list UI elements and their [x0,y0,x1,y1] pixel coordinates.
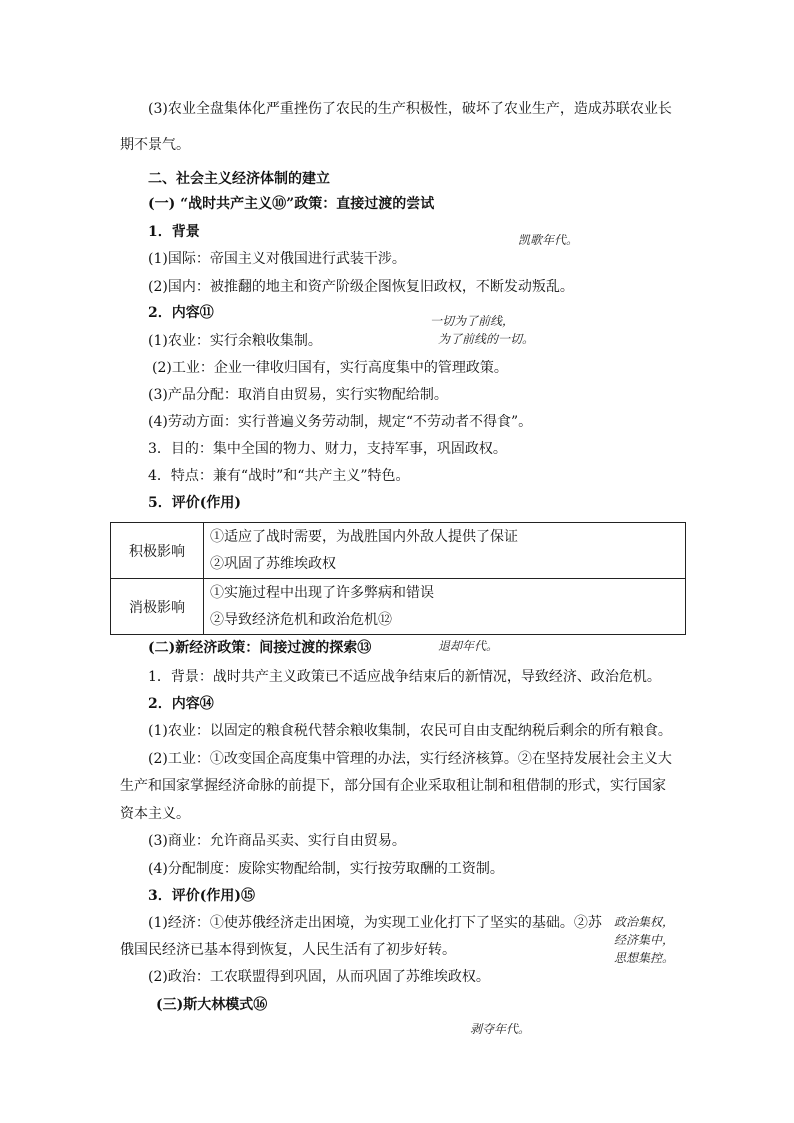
table-row-header: 积极影响 [111,523,204,579]
handwritten-note: 退却年代。 [438,639,499,653]
paragraph-line: (1)农业：实行余粮收集制。 [148,333,322,349]
paragraph-line: (4)分配制度：废除实物配给制，实行按劳取酬的工资制。 [148,861,504,877]
table-cell-line: ②导致经济危机和政治危机⑫ [210,611,392,628]
paragraph-line: (2)工业：企业一律收归国有，实行高度集中的管理政策。 [152,360,508,376]
table-row [111,579,686,635]
handwritten-note: 一切为了前线， [430,314,515,328]
paragraph-line: 俄国民经济已基本得到恢复，人民生活有了初步好转。 [120,942,456,958]
item-heading: 5．评价(作用) [148,495,241,511]
table-cell-line: ②巩固了苏维埃政权 [210,555,336,572]
handwritten-note: 经济集中， [614,933,675,947]
paragraph-line: (2)国内：被推翻的地主和资产阶级企图恢复旧政权，不断发动叛乱。 [148,279,574,295]
subsection-heading: (一) “战时共产主义⑩”政策：直接过渡的尝试 [148,196,435,212]
paragraph-line: (1)经济：①使苏俄经济走出困境，为实现工业化打下了坚实的基础。②苏 [148,915,602,931]
item-heading: 1．背景 [148,224,200,240]
paragraph-line: 期不景气。 [120,137,190,153]
handwritten-note: 凯歌年代。 [518,233,579,247]
paragraph-line: 4．特点：兼有“战时”和“共产主义”特色。 [148,468,410,484]
paragraph-line: (3)商业：允许商品买卖、实行自由贸易。 [148,833,406,849]
paragraph-line: (1)国际：帝国主义对俄国进行武装干涉。 [148,251,406,267]
subsection-heading: (二)新经济政策：间接过渡的探索⑬ [148,640,372,656]
handwritten-note: 政治集权， [614,915,675,929]
table-row [111,523,686,579]
paragraph-line: 生产和国家掌握经济命脉的前提下，部分国有企业采取租让制和租借制的形式，实行国家 [120,778,666,794]
paragraph-line: (3)产品分配：取消自由贸易，实行实物配给制。 [148,387,448,403]
table-cell [204,579,686,635]
handwritten-note: 为了前线的一切。 [438,332,535,346]
handwritten-note: 思想集控。 [614,951,675,965]
handwritten-note: 剥夺年代。 [470,1022,531,1036]
paragraph-line: 3．目的：集中全国的物力、财力，支持军事，巩固政权。 [148,441,507,457]
table-row-header: 消极影响 [111,579,204,635]
paragraph-line: (2)工业：①改变国企高度集中管理的办法，实行经济核算。②在坚持发展社会主义大 [148,751,672,767]
item-heading: 3．评价(作用)⑮ [148,888,255,904]
paragraph-line: 资本主义。 [120,806,190,822]
item-heading: 2．内容⑭ [148,696,214,712]
item-heading: 2．内容⑪ [148,305,214,321]
paragraph-line: (4)劳动方面：实行普遍义务劳动制，规定“不劳动者不得食”。 [148,414,533,430]
subsection-heading: (三)斯大林模式⑯ [156,997,268,1013]
paragraph-line: (2)政治：工农联盟得到巩固，从而巩固了苏维埃政权。 [148,969,490,985]
paragraph-line: (3)农业全盘集体化严重挫伤了农民的生产积极性，破坏了农业生产，造成苏联农业长 [148,101,672,117]
section-heading: 二、社会主义经济体制的建立 [148,171,330,187]
table-cell [204,523,686,579]
table-cell-line: ①适应了战时需要，为战胜国内外敌人提供了保证 [210,528,518,545]
evaluation-table [110,522,686,635]
table-cell-line: ①实施过程中出现了许多弊病和错误 [210,584,434,601]
paragraph-line: (1)农业：以固定的粮食税代替余粮收集制，农民可自由支配纳税后剩余的所有粮食。 [148,723,672,739]
paragraph-line: 1．背景：战时共产主义政策已不适应战争结束后的新情况，导致经济、政治危机。 [148,669,661,685]
